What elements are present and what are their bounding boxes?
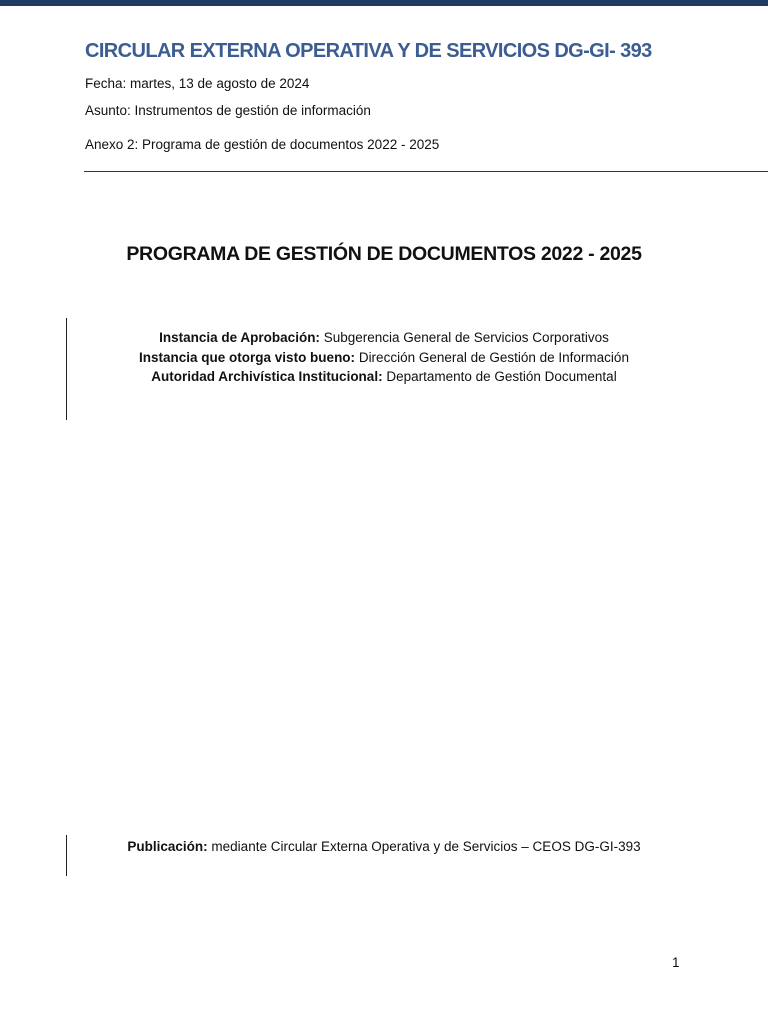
- archival-authority-label: Autoridad Archivística Institucional:: [151, 369, 383, 384]
- endorsement-authority-value: Dirección General de Gestión de Información: [355, 349, 629, 365]
- archival-authority-value: Departamento de Gestión Documental: [382, 369, 617, 384]
- publication-value: mediante Circular Externa Operativa y de Servicios – CEOS DG-GI-393: [207, 839, 641, 854]
- endorsement-authority-line: [0, 348, 768, 368]
- header-accent-bar: [0, 0, 768, 6]
- endorsement-authority-label: Instancia que otorga visto bueno:: [139, 349, 356, 365]
- page-number: 1: [672, 955, 680, 970]
- document-title: PROGRAMA DE GESTIÓN DE DOCUMENTOS 2022 - 2025: [126, 243, 642, 265]
- publication-label: Publicación:: [127, 839, 208, 854]
- subject-line: Asunto: Instrumentos de gestión de información: [85, 103, 371, 118]
- circular-title: CIRCULAR EXTERNA OPERATIVA Y DE SERVICIOS DG-GI- 393: [85, 40, 652, 62]
- approval-authority-value: Subgerencia General de Servicios Corporativos: [319, 330, 609, 345]
- header-divider: [84, 171, 768, 172]
- date-line: Fecha: martes, 13 de agosto de 2024: [85, 76, 310, 91]
- approval-authority-label: Instancia de Aprobación:: [159, 330, 320, 345]
- publication-line: [0, 839, 768, 854]
- authority-block: [0, 328, 768, 387]
- annex-line: Anexo 2: Programa de gestión de documentos 2022 - 2025: [85, 137, 440, 152]
- archival-authority-line: [0, 367, 768, 387]
- approval-authority-line: [0, 328, 768, 348]
